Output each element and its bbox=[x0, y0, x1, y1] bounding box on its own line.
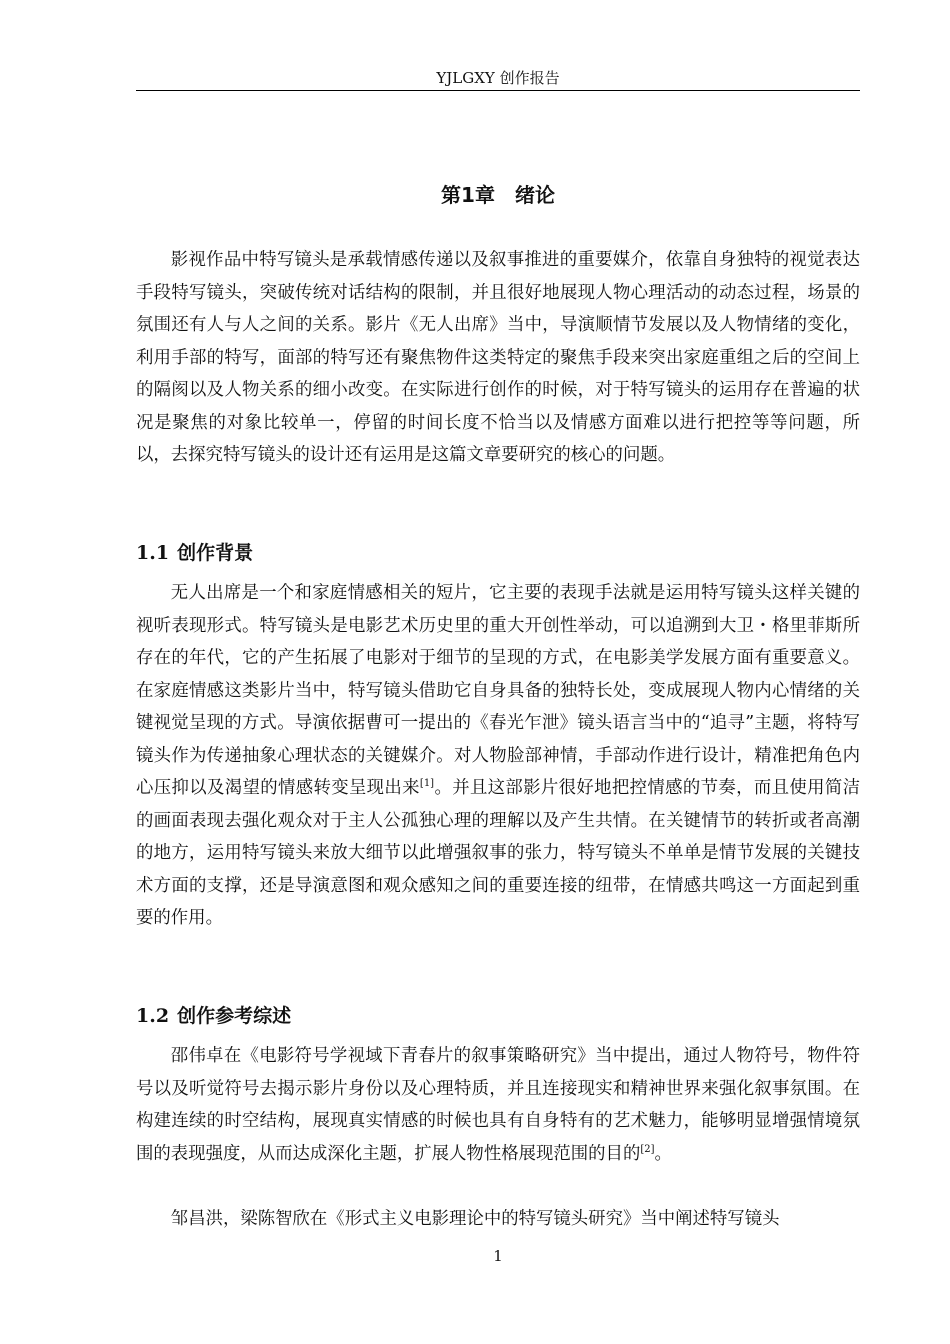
background-paragraph bbox=[136, 577, 860, 935]
paragraph-text: 邵伟卓在《电影符号学视域下青春片的叙事策略研究》当中提出，通过人物符号，物件符号以及听觉符号去揭示影片身份以及心理特质，并且连接现实和精神世界来强化叙事氛围。在构建连续的时空结构，展现真实情感的时候也具有自身特有的艺术魅力，能够明显增强情境氛围的表现强度，从而达成深化主题，扩展人物性格展现范围的目的 bbox=[136, 1046, 860, 1164]
section-number: 1.1 bbox=[136, 542, 170, 564]
section-title-text: 创作背景 bbox=[177, 542, 254, 564]
review-paragraph-1 bbox=[136, 1040, 860, 1170]
page-header: YJLGXY 创作报告 bbox=[436, 69, 560, 87]
intro-paragraph: 影视作品中特写镜头是承载情感传递以及叙事推进的重要媒介，依靠自身独特的视觉表达手段特写镜头，突破传统对话结构的限制，并且很好地展现人物心理活动的动态过程，场景的氛围还有人与人之间的关系。影片《无人出席》当中，导演顺情节发展以及人物情绪的变化，利用手部的特写，面部的特写还有聚焦物件这类特定的聚焦手段来突出家庭重组之后的空间上的隔阂以及人物关系的细小改变。在实际进行创作的时候，对于特写镜头的运用存在普遍的状况是聚焦的对象比较单一，停留的时间长度不恰当以及情感方面难以进行把控等等问题，所以，去探究特写镜头的设计还有运用是这篇文章要研究的核心的问题。 bbox=[136, 250, 860, 465]
citation-ref: [1] bbox=[419, 778, 435, 789]
page-number: 1 bbox=[493, 1247, 503, 1265]
header-rule bbox=[136, 90, 860, 91]
review-paragraph-2: 邹昌洪，梁陈智欣在《形式主义电影理论中的特写镜头研究》当中阐述特写镜头 bbox=[170, 1209, 780, 1229]
chapter-title: 第1章 绪论 bbox=[441, 183, 555, 207]
section-title-text: 创作参考综述 bbox=[177, 1005, 292, 1027]
paragraph-text: 。 bbox=[654, 1143, 672, 1164]
section-number: 1.2 bbox=[136, 1005, 170, 1027]
section-heading-1-2 bbox=[136, 1002, 860, 1030]
section-heading-1-1 bbox=[136, 539, 860, 567]
paragraph-text: 。并且这部影片很好地把控情感的节奏，而且使用简洁的画面表现去强化观众对于主人公孤独心理的理解以及产生共情。在关键情节的转折或者高潮的地方，运用特写镜头来放大细节以此增强叙事的张力，特写镜头不单单是情节发展的关键技术方面的支撑，还是导演意图和观众感知之间的重要连接的纽带，在情感共鸣这一方面起到重要的作用。 bbox=[136, 778, 860, 928]
citation-ref: [2] bbox=[640, 1143, 655, 1155]
paragraph-text: 无人出席是一个和家庭情感相关的短片，它主要的表现手法就是运用特写镜头这样关键的视听表现形式。特写镜头是电影艺术历史里的重大开创性举动，可以追溯到大卫・格里菲斯所存在的年代，它的产生拓展了电影对于细节的呈现的方式，在电影美学发展方面有重要意义。在家庭情感这类影片当中，特写镜头借助它自身具备的独特长处，变成展现人物内心情绪的关键视觉呈现的方式。导演依据曹可一提出的《春光乍泄》镜头语言当中的“追寻”主题，将特写镜头作为传递抽象心理状态的关键媒介。对人物脸部神情，手部动作进行设计，精准把角色内心压抑以及渴望的情感转变呈现出来 bbox=[136, 583, 860, 798]
